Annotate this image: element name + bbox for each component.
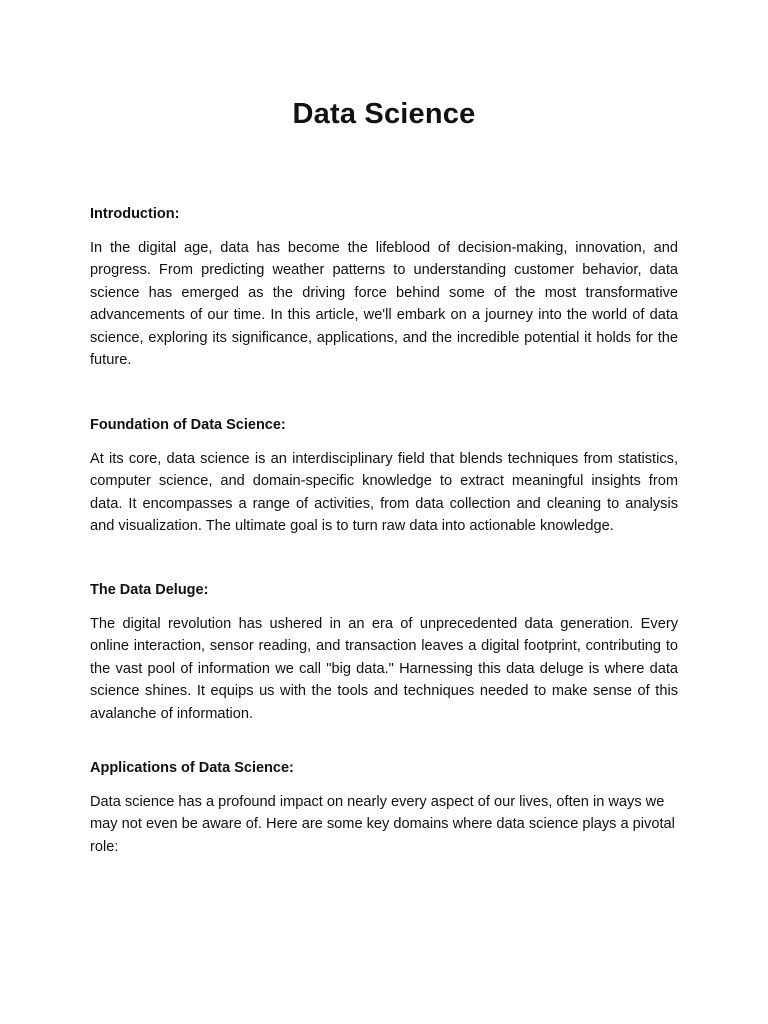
- section-paragraph: The digital revolution has ushered in an era of unprecedented data generation. Every online interaction, sensor reading, and transaction leaves a digital footprint, contributing to the vast pool of information we call "big data." Harnessing this data deluge is where data science shines. It equips us with the tools and techniques needed to make sense of this avalanche of information.: [90, 616, 678, 722]
- section-data-deluge: [90, 579, 678, 725]
- section-heading: Foundation of Data Science:: [90, 417, 286, 433]
- section-heading: Introduction:: [90, 206, 180, 222]
- section-paragraph: Data science has a profound impact on nearly every aspect of our lives, often in ways we may not even be aware of. Here are some key domains where data science plays a pivotal role:: [90, 794, 675, 855]
- section-heading: The Data Deluge:: [90, 582, 209, 598]
- section-paragraph: At its core, data science is an interdisciplinary field that blends techniques from statistics, computer science, and domain-specific knowledge to extract meaningful insights from data. It encompasses a range of activities, from data collection and cleaning to analysis and visualization. The ultimate goal is to turn raw data into actionable knowledge.: [90, 451, 678, 535]
- section-introduction: [90, 203, 678, 371]
- section-applications: [90, 757, 678, 858]
- section-heading: Applications of Data Science:: [90, 760, 294, 776]
- section-paragraph: In the digital age, data has become the lifeblood of decision-making, innovation, and progress. From predicting weather patterns to understanding customer behavior, data science has emerged as the driving force behind some of the most transformative advancements of our time. In this article, we'll embark on a journey into the world of data science, exploring its significance, applications, and the incredible potential it holds for the future.: [90, 240, 678, 369]
- document-title: Data Science: [292, 98, 476, 130]
- section-foundation: [90, 414, 678, 538]
